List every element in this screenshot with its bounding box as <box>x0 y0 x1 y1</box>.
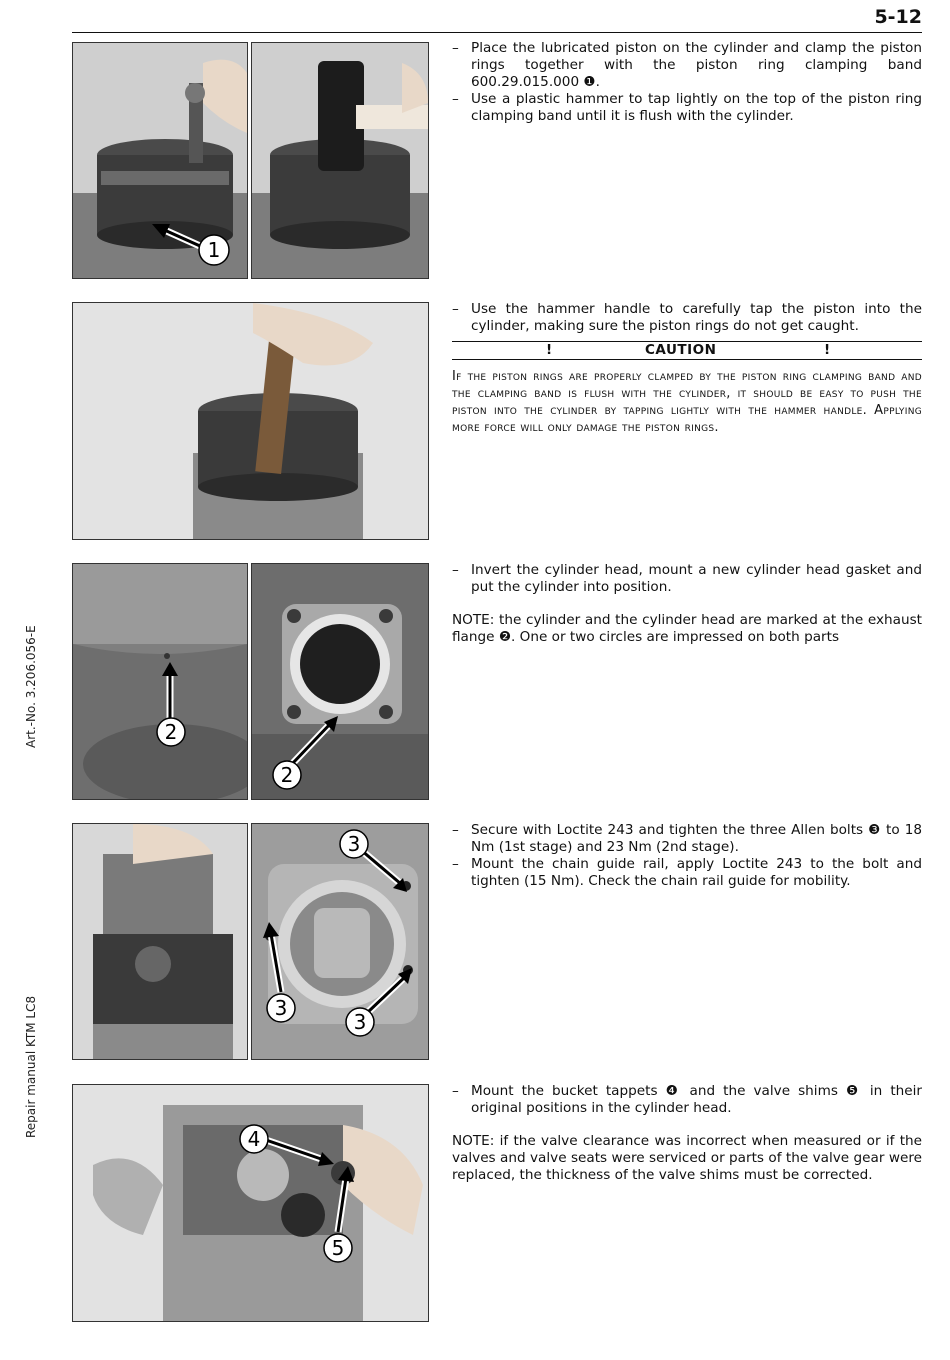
callout-5 <box>320 1164 370 1264</box>
caution-title: CAUTION <box>645 342 717 358</box>
svg-text:4: 4 <box>247 1127 261 1151</box>
step-tap-piston-in: – Use the hammer handle to carefully tap the piston into the cylinder, making sure the piston rings do not get caught. <box>452 301 922 335</box>
svg-text:5: 5 <box>331 1236 345 1260</box>
step-invert-head: – Invert the cylinder head, mount a new cylinder head gasket and put the cylinder into position. <box>452 562 922 596</box>
section-5-text <box>452 1083 922 1184</box>
svg-text:3: 3 <box>347 832 361 856</box>
caution-mark-right: ! <box>824 342 831 358</box>
step-tap-clamp: – Use a plastic hammer to tap lightly on the top of the piston ring clamping band until it is flush with the cylinder. <box>452 91 922 125</box>
section-3-text <box>452 562 922 646</box>
caution-mark-left: ! <box>546 342 553 358</box>
step-bucket-tappets: – Mount the bucket tappets ❹ and the valve shims ❺ in their original positions in the cylinder head. <box>452 1083 922 1117</box>
callout-1 <box>140 210 260 280</box>
manual-title: Repair manual KTM LC8 <box>24 995 38 1138</box>
callout-3-top <box>335 826 415 896</box>
section-2-text <box>452 301 922 449</box>
hammer-handle-photo <box>72 302 429 540</box>
callout-3-left <box>255 920 305 1024</box>
svg-text:3: 3 <box>274 996 288 1020</box>
cylinder-mounted-photo <box>72 823 248 1060</box>
callout-2-left <box>150 660 200 750</box>
callout-2-right <box>268 712 348 794</box>
step-chain-guide: – Mount the chain guide rail, apply Loctite 243 to the bolt and tighten (15 Nm). Check the chain rail guide for mobility. <box>452 856 922 890</box>
svg-text:1: 1 <box>207 238 221 262</box>
step-allen-bolts: – Secure with Loctite 243 and tighten the three Allen bolts ❸ to 18 Nm (1st stage) and 23 Nm (2nd stage). <box>452 822 922 856</box>
caution-header <box>452 341 922 360</box>
svg-text:2: 2 <box>280 763 294 787</box>
svg-text:2: 2 <box>164 720 178 744</box>
header-rule <box>72 32 922 33</box>
note-exhaust-flange: NOTE: the cylinder and the cylinder head are marked at the exhaust flange ❷. One or two circles are impressed on both parts <box>452 612 922 645</box>
section-4-text <box>452 822 922 890</box>
caution-text: If the piston rings are properly clamped by the piston ring clamping band and the clamping band is flush with the cylinder, it should be easy to push the piston into the cylinder by tapping lightly with the hammer handle. Applying more force will only damage the piston rings. <box>452 369 922 435</box>
hammer-tap-photo <box>251 42 429 279</box>
page-number: 5-12 <box>874 6 922 28</box>
svg-text:3: 3 <box>353 1010 367 1034</box>
section-1-text <box>452 40 922 125</box>
article-number: Art.-No. 3.206.056-E <box>24 625 38 748</box>
bucket-tappets-photo <box>72 1084 429 1322</box>
step-clamp-piston: – Place the lubricated piston on the cylinder and clamp the piston rings together with the piston ring clamping band 600.29.015.000 ❶. <box>452 40 922 91</box>
note-valve-clearance: NOTE: if the valve clearance was incorrect when measured or if the valves and valve seats were serviced or parts of the valve gear were replaced, the thickness of the valve shims must be corrected. <box>452 1133 922 1183</box>
callout-3-right <box>340 962 420 1038</box>
